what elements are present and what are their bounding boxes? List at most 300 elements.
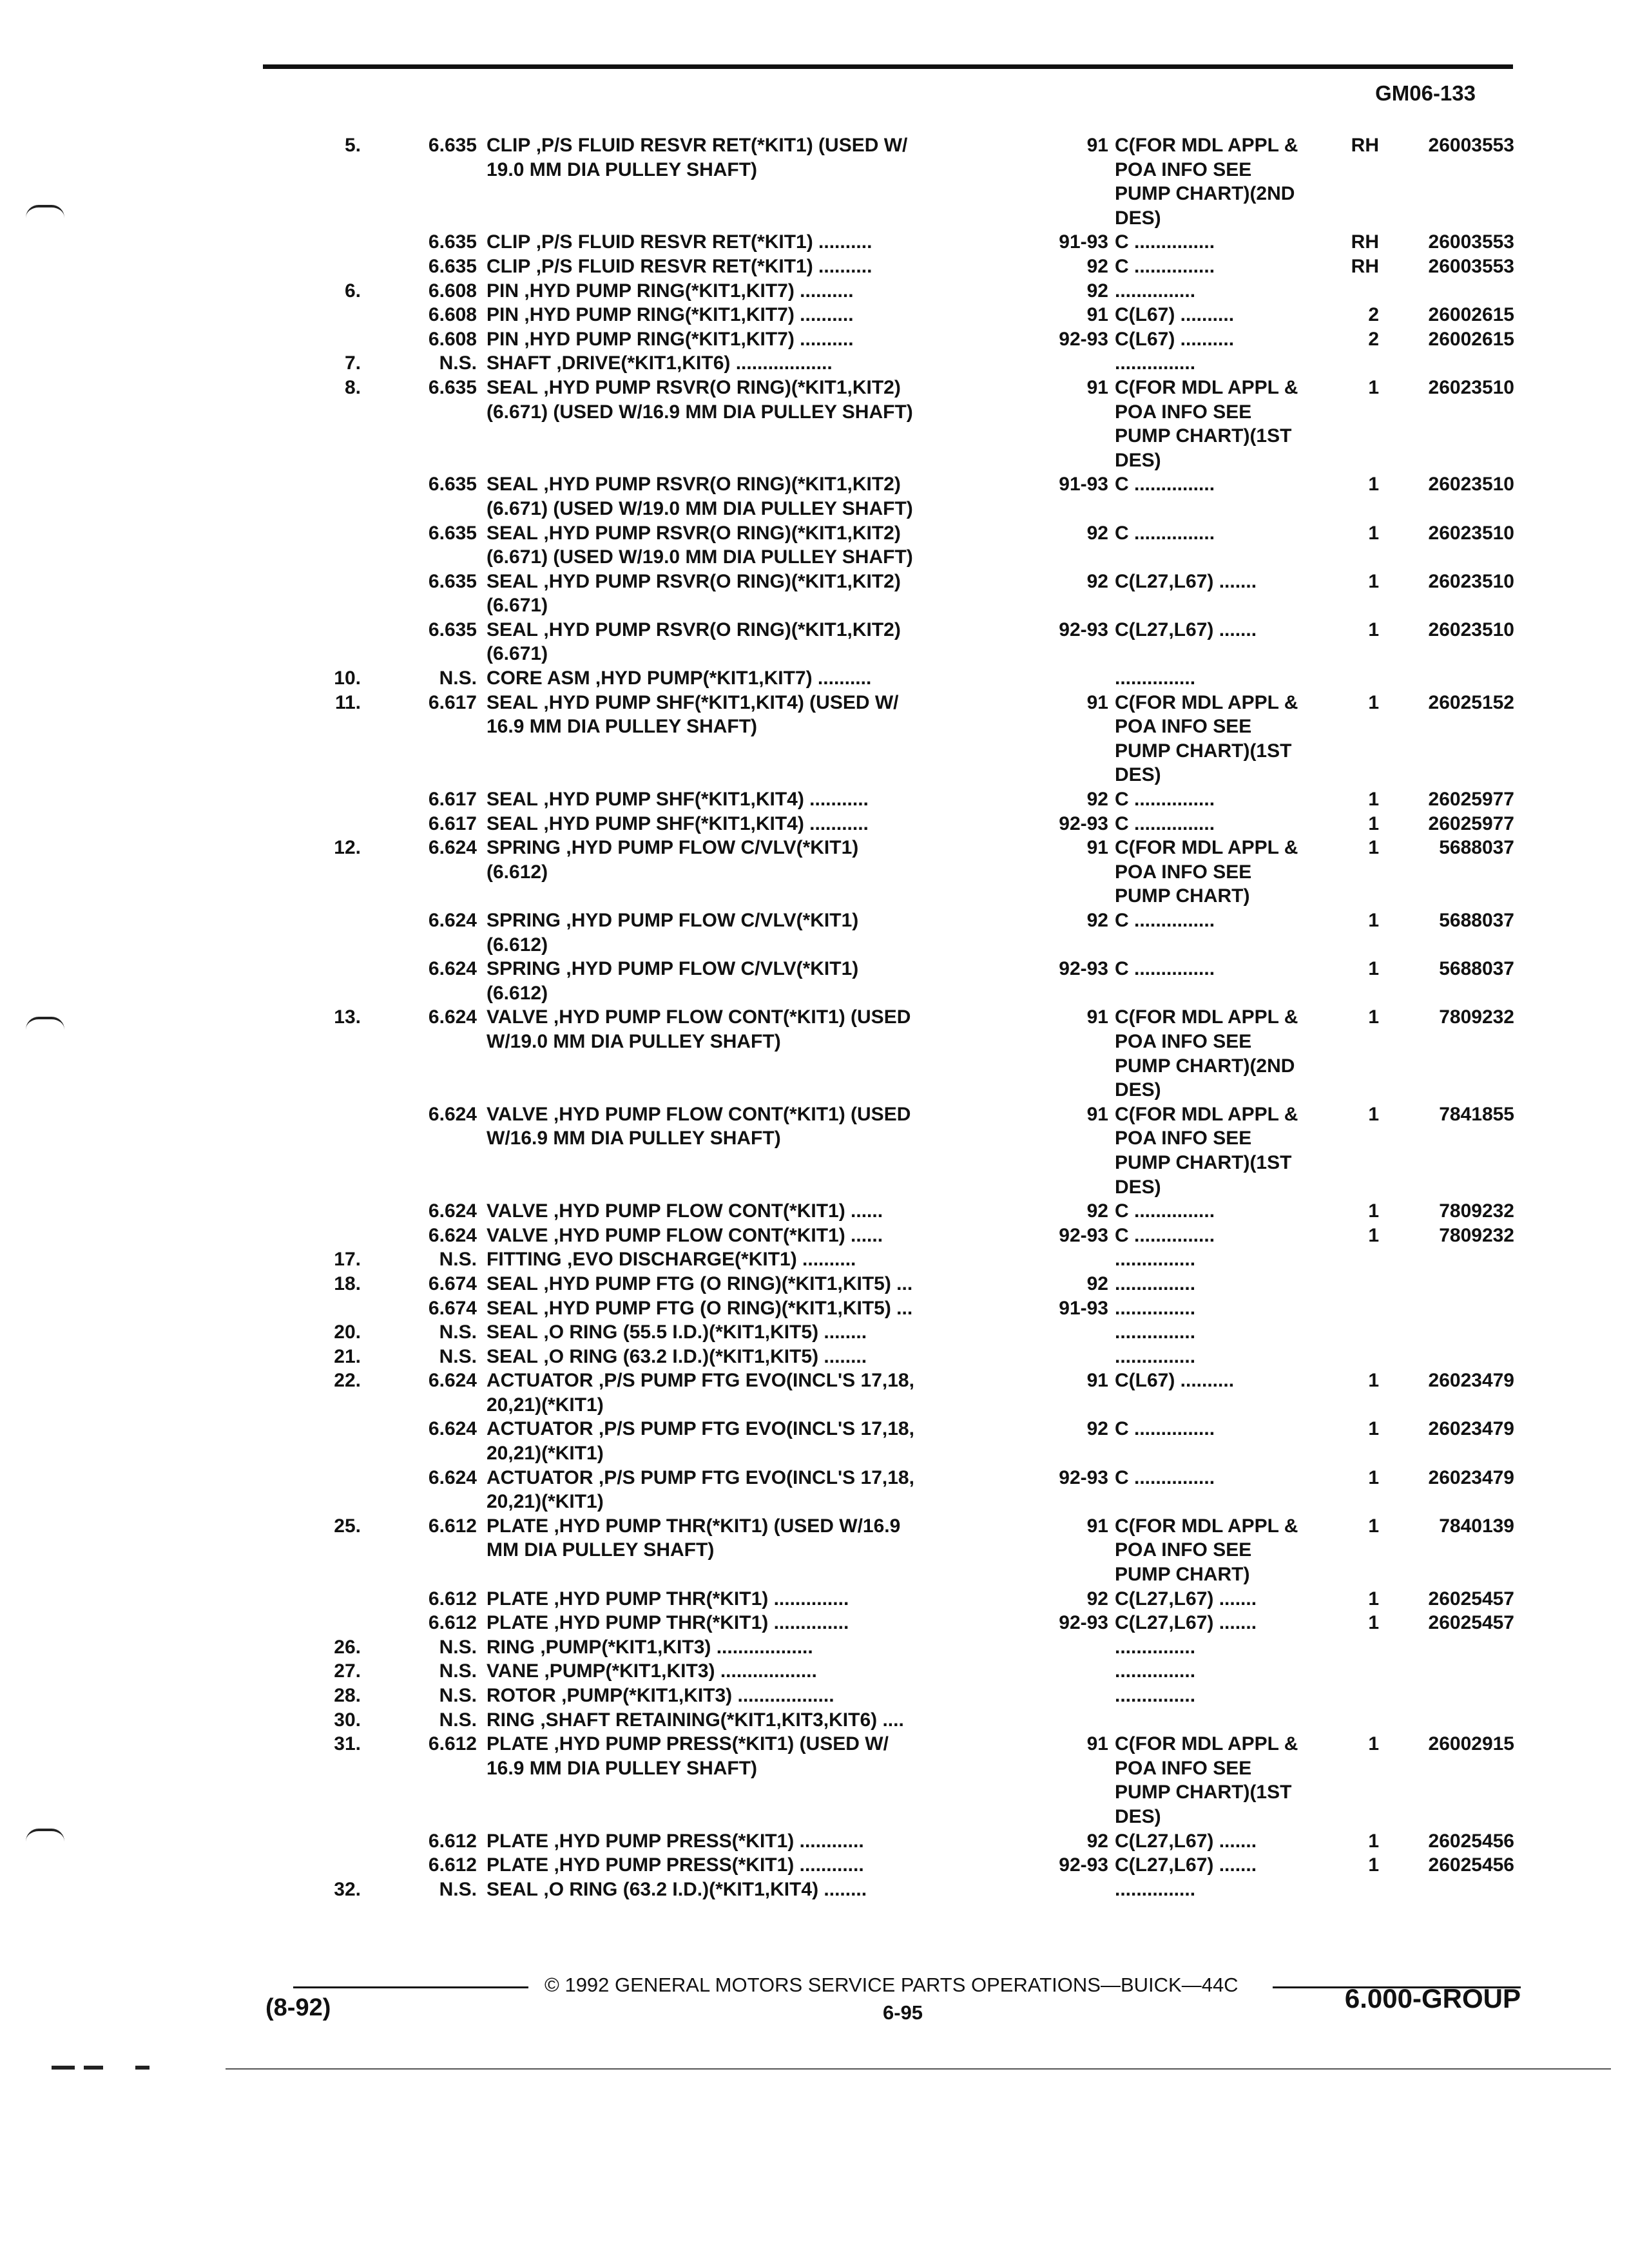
part-name: PIN: [487, 304, 519, 326]
group-number: N.S.: [439, 352, 477, 374]
group-number: N.S.: [439, 1878, 477, 1900]
item-number: 26.: [334, 1636, 361, 1658]
part-description: [487, 1296, 1021, 1321]
application: ...............: [1115, 1273, 1196, 1294]
part-description-text: ,HYD PUMP RING(*KIT1,KIT7) ..........: [524, 304, 854, 326]
part-description: [487, 1587, 1021, 1611]
application: C(FOR MDL APPL &: [1115, 1103, 1298, 1125]
part-description-text: ,SHAFT RETAINING(*KIT1,KIT3,KIT6) ....: [540, 1709, 904, 1731]
group-number: 6.635: [428, 231, 477, 253]
part-name: SEAL: [487, 1345, 539, 1367]
group-number: 6.612: [428, 1830, 477, 1852]
part-name: CLIP: [487, 255, 531, 277]
model-year: 92-93: [1059, 1224, 1108, 1246]
group-number: 6.635: [428, 570, 477, 592]
application: C(L67) ..........: [1115, 328, 1235, 350]
application: ...............: [1115, 1249, 1196, 1271]
quantity: RH: [1351, 255, 1379, 277]
margin-dash: [52, 2066, 75, 2070]
part-description-text: ,HYD PUMP RSVR(O RING)(*KIT1,KIT2): [543, 619, 901, 640]
parts-row: [0, 376, 1629, 400]
group-number: 6.624: [428, 1466, 477, 1488]
model-year: 92-93: [1059, 1612, 1108, 1634]
application: POA INFO SEE: [1115, 1030, 1252, 1052]
part-name: SEAL: [487, 812, 539, 834]
part-description-text: ,HYD PUMP FTG (O RING)(*KIT1,KIT5) ...: [543, 1297, 913, 1319]
application: ...............: [1115, 1345, 1196, 1367]
part-number: 26003553: [1428, 255, 1514, 277]
part-description: [487, 1490, 1021, 1514]
part-description: [487, 351, 1021, 376]
part-description: [487, 133, 1021, 158]
parts-row: [0, 1708, 1629, 1733]
part-description-text: ,HYD PUMP PRESS(*KIT1) (USED W/: [554, 1733, 889, 1755]
group-number: 6.617: [428, 691, 477, 713]
part-description: [487, 327, 1021, 352]
application: C ...............: [1115, 474, 1215, 495]
application: ...............: [1115, 1297, 1196, 1319]
part-description-text: (6.612): [487, 861, 548, 883]
part-description-text: ,HYD PUMP FLOW CONT(*KIT1) (USED: [553, 1006, 911, 1028]
part-name: RING: [487, 1636, 535, 1658]
quantity: 1: [1368, 1612, 1379, 1634]
parts-row: [0, 1247, 1629, 1272]
group-number: N.S.: [439, 1709, 477, 1731]
parts-row: [0, 1224, 1629, 1248]
application: PUMP CHART): [1115, 1564, 1250, 1586]
part-name: VANE: [487, 1660, 539, 1682]
part-number: 26025457: [1428, 1612, 1514, 1634]
group-number: 6.635: [428, 619, 477, 640]
part-description-text: ,HYD PUMP THR(*KIT1) (USED W/16.9: [554, 1515, 901, 1537]
part-description: [487, 593, 1021, 618]
part-description: [487, 666, 1021, 691]
application: ...............: [1115, 1321, 1196, 1343]
part-name: PLATE: [487, 1733, 549, 1755]
part-description: [487, 1102, 1021, 1127]
group-number: 6.617: [428, 812, 477, 834]
part-description-text: ,HYD PUMP RSVR(O RING)(*KIT1,KIT2): [543, 376, 901, 398]
part-description: [487, 497, 1021, 521]
parts-row: [0, 836, 1629, 860]
part-description-text: ,HYD PUMP FLOW C/VLV(*KIT1): [566, 837, 859, 859]
part-description-text: ,HYD PUMP FLOW CONT(*KIT1) (USED: [553, 1103, 911, 1125]
page-number: 6-95: [883, 2001, 923, 2024]
application: C ...............: [1115, 958, 1215, 980]
item-number: 28.: [334, 1685, 361, 1706]
application: C ...............: [1115, 1418, 1215, 1440]
part-description-text: MM DIA PULLEY SHAFT): [487, 1539, 715, 1561]
part-description-text: 20,21)(*KIT1): [487, 1394, 604, 1416]
parts-row: [0, 182, 1629, 206]
item-number: 22.: [334, 1370, 361, 1392]
part-description: [487, 303, 1021, 327]
part-description: [487, 787, 1021, 812]
part-name: PLATE: [487, 1830, 549, 1852]
part-description-text: ,HYD PUMP RING(*KIT1,KIT7) ..........: [524, 280, 854, 302]
application: POA INFO SEE: [1115, 1539, 1252, 1561]
part-description: [487, 1853, 1021, 1878]
application: PUMP CHART)(2ND: [1115, 183, 1295, 205]
part-description-text: ,HYD PUMP RSVR(O RING)(*KIT1,KIT2): [543, 474, 901, 495]
part-description-text: W/16.9 MM DIA PULLEY SHAFT): [487, 1128, 781, 1149]
group-number: 6.674: [428, 1273, 477, 1294]
part-description-text: ,HYD PUMP RING(*KIT1,KIT7) ..........: [524, 328, 854, 350]
part-name: SEAL: [487, 570, 539, 592]
application: C(FOR MDL APPL &: [1115, 1006, 1298, 1028]
revision-date: (8-92): [265, 1994, 331, 2021]
part-description: [487, 1199, 1021, 1224]
group-number: 6.624: [428, 958, 477, 980]
application: C ...............: [1115, 789, 1215, 811]
parts-row: [0, 884, 1629, 908]
quantity: 2: [1368, 328, 1379, 350]
parts-row: [0, 593, 1629, 618]
part-name: PLATE: [487, 1612, 549, 1634]
quantity: 1: [1368, 376, 1379, 398]
model-year: 92-93: [1059, 1466, 1108, 1488]
model-year: 92: [1086, 1200, 1108, 1222]
part-description: [487, 1417, 1021, 1441]
quantity: 1: [1368, 910, 1379, 931]
part-number: 7841855: [1439, 1103, 1514, 1125]
part-description-text: 19.0 MM DIA PULLEY SHAFT): [487, 159, 758, 180]
part-description: [487, 933, 1021, 957]
part-name: SEAL: [487, 376, 539, 398]
part-number: 26023479: [1428, 1418, 1514, 1440]
part-name: SEAL: [487, 1273, 539, 1294]
parts-row: [0, 1369, 1629, 1393]
parts-row: [0, 1030, 1629, 1054]
application: C ...............: [1115, 910, 1215, 931]
parts-row: [0, 497, 1629, 521]
part-name: PLATE: [487, 1854, 549, 1876]
part-number: 26003553: [1428, 135, 1514, 156]
application: C(FOR MDL APPL &: [1115, 1733, 1298, 1755]
part-description: [487, 812, 1021, 836]
parts-list: [0, 133, 1629, 1901]
part-description-text: W/19.0 MM DIA PULLEY SHAFT): [487, 1030, 781, 1052]
part-number: 26025977: [1428, 789, 1514, 811]
group-number: 6.635: [428, 255, 477, 277]
application: DES): [1115, 1176, 1161, 1198]
part-description-text: ,HYD PUMP SHF(*KIT1,KIT4) ...........: [543, 812, 869, 834]
footer-copyright: © 1992 GENERAL MOTORS SERVICE PARTS OPERATIONS—BUICK—44C: [545, 1974, 1239, 1996]
application: DES): [1115, 207, 1161, 229]
part-number: 26023510: [1428, 474, 1514, 495]
part-description: [487, 1126, 1021, 1151]
part-name: SEAL: [487, 522, 539, 544]
part-name: RING: [487, 1709, 535, 1731]
part-description-text: ,EVO DISCHARGE(*KIT1) ..........: [567, 1249, 856, 1271]
part-name: SEAL: [487, 789, 539, 811]
part-description: [487, 860, 1021, 885]
parts-row: [0, 1732, 1629, 1756]
application: POA INFO SEE: [1115, 1757, 1252, 1779]
part-name: FITTING: [487, 1249, 562, 1271]
application: C ...............: [1115, 812, 1215, 834]
application: ...............: [1115, 1878, 1196, 1900]
part-description-text: 16.9 MM DIA PULLEY SHAFT): [487, 1757, 758, 1779]
application: C ...............: [1115, 1200, 1215, 1222]
part-name: SHAFT: [487, 352, 551, 374]
part-description: [487, 981, 1021, 1006]
item-number: 11.: [334, 691, 361, 713]
part-description: [487, 1466, 1021, 1490]
model-year: 92: [1086, 1418, 1108, 1440]
document-code: GM06-133: [1375, 81, 1476, 105]
part-name: ACTUATOR: [487, 1466, 593, 1488]
parts-row: [0, 1393, 1629, 1418]
part-description-text: ,HYD PUMP(*KIT1,KIT7) ..........: [595, 668, 872, 689]
margin-dash: [84, 2066, 103, 2070]
parts-row: [0, 1151, 1629, 1175]
application: ...............: [1115, 1636, 1196, 1658]
part-description-text: ,HYD PUMP PRESS(*KIT1) ............: [554, 1830, 864, 1852]
application: C(L27,L67) .......: [1115, 619, 1257, 640]
application: C ...............: [1115, 1466, 1215, 1488]
part-description-text: ,HYD PUMP FLOW CONT(*KIT1) ......: [553, 1200, 883, 1222]
part-description: [487, 521, 1021, 546]
parts-row: [0, 206, 1629, 231]
quantity: 1: [1368, 1224, 1379, 1246]
part-description-text: ,PUMP(*KIT1,KIT3) ..................: [561, 1685, 834, 1706]
quantity: 1: [1368, 619, 1379, 640]
application: POA INFO SEE: [1115, 401, 1252, 423]
part-description-text: 20,21)(*KIT1): [487, 1443, 604, 1465]
parts-row: [0, 1102, 1629, 1127]
parts-row: [0, 1175, 1629, 1200]
part-description: [487, 1635, 1021, 1660]
part-description-text: ,P/S PUMP FTG EVO(INCL'S 17,18,: [598, 1370, 914, 1392]
quantity: 1: [1368, 1854, 1379, 1876]
parts-row: [0, 158, 1629, 182]
application: PUMP CHART)(1ST: [1115, 425, 1292, 447]
group-number: 6.612: [428, 1854, 477, 1876]
part-name: PLATE: [487, 1588, 549, 1610]
parts-row: [0, 933, 1629, 957]
part-name: VALVE: [487, 1006, 548, 1028]
part-description-text: ,HYD PUMP FTG (O RING)(*KIT1,KIT5) ...: [543, 1273, 913, 1294]
part-description: [487, 1369, 1021, 1393]
part-description: [487, 618, 1021, 642]
item-number: 8.: [344, 376, 361, 398]
parts-row: [0, 642, 1629, 666]
parts-row: [0, 1441, 1629, 1466]
application: C(L27,L67) .......: [1115, 570, 1257, 592]
part-name: SEAL: [487, 1878, 539, 1900]
parts-row: [0, 1296, 1629, 1321]
part-name: VALVE: [487, 1224, 548, 1246]
group-number: 6.608: [428, 280, 477, 302]
parts-row: [0, 739, 1629, 764]
parts-row: [0, 763, 1629, 787]
model-year: 92-93: [1059, 812, 1108, 834]
application: ...............: [1115, 352, 1196, 374]
model-year: 91: [1086, 1103, 1108, 1125]
application: DES): [1115, 1079, 1161, 1101]
part-name: SPRING: [487, 837, 561, 859]
parts-row: [0, 1562, 1629, 1587]
part-description: [487, 1514, 1021, 1539]
parts-row: [0, 1320, 1629, 1345]
parts-row: [0, 1611, 1629, 1635]
part-description: [487, 908, 1021, 933]
application: C(FOR MDL APPL &: [1115, 1515, 1298, 1537]
item-number: 12.: [334, 837, 361, 859]
model-year: 92-93: [1059, 328, 1108, 350]
application: PUMP CHART)(1ST: [1115, 1782, 1292, 1803]
quantity: 1: [1368, 1830, 1379, 1852]
part-description: [487, 570, 1021, 594]
part-number: 7809232: [1439, 1224, 1514, 1246]
model-year: 92: [1086, 910, 1108, 931]
group-number: 6.608: [428, 304, 477, 326]
part-description-text: (6.612): [487, 934, 548, 956]
application: C ...............: [1115, 255, 1215, 277]
part-number: 5688037: [1439, 837, 1514, 859]
part-description: [487, 400, 1021, 425]
quantity: 1: [1368, 1103, 1379, 1125]
part-description-text: (6.612): [487, 982, 548, 1004]
part-name: PIN: [487, 328, 519, 350]
group-number: N.S.: [439, 1321, 477, 1343]
part-name: SPRING: [487, 910, 561, 931]
parts-row: [0, 1272, 1629, 1296]
group-number: 6.624: [428, 1418, 477, 1440]
item-number: 7.: [344, 352, 361, 374]
part-description: [487, 1224, 1021, 1248]
part-description-text: ,HYD PUMP THR(*KIT1) ..............: [554, 1612, 849, 1634]
model-year: 91: [1086, 1370, 1108, 1392]
group-number: 6.624: [428, 1200, 477, 1222]
part-description-text: ,HYD PUMP SHF(*KIT1,KIT4) (USED W/: [543, 691, 899, 713]
group-number: 6.612: [428, 1515, 477, 1537]
group-number: N.S.: [439, 1249, 477, 1271]
part-name: SEAL: [487, 691, 539, 713]
group-number: 6.612: [428, 1588, 477, 1610]
part-description: [487, 836, 1021, 860]
quantity: 1: [1368, 1006, 1379, 1028]
part-number: 26025457: [1428, 1588, 1514, 1610]
part-description: [487, 472, 1021, 497]
part-description: [487, 255, 1021, 279]
part-description-text: ,O RING (63.2 I.D.)(*KIT1,KIT4) ........: [543, 1878, 867, 1900]
part-description: [487, 1320, 1021, 1345]
quantity: 1: [1368, 474, 1379, 495]
parts-row: [0, 279, 1629, 303]
model-year: 91: [1086, 1733, 1108, 1755]
group-number: N.S.: [439, 1685, 477, 1706]
quantity: 1: [1368, 1370, 1379, 1392]
model-year: 92: [1086, 789, 1108, 811]
group-number: 6.612: [428, 1612, 477, 1634]
part-description: [487, 1345, 1021, 1369]
group-number: N.S.: [439, 668, 477, 689]
parts-row: [0, 570, 1629, 594]
parts-row: [0, 521, 1629, 546]
application: C(L27,L67) .......: [1115, 1612, 1257, 1634]
application: C(L67) ..........: [1115, 304, 1235, 326]
item-number: 10.: [334, 668, 361, 689]
part-number: 7809232: [1439, 1006, 1514, 1028]
model-year: 92: [1086, 1273, 1108, 1294]
part-number: 5688037: [1439, 958, 1514, 980]
parts-row: [0, 327, 1629, 352]
quantity: 1: [1368, 691, 1379, 713]
footer-rule-left: [293, 1986, 528, 1988]
item-number: 31.: [334, 1733, 361, 1755]
group-number: 6.635: [428, 474, 477, 495]
item-number: 27.: [334, 1660, 361, 1682]
parts-row: [0, 400, 1629, 425]
application: ...............: [1115, 280, 1196, 302]
part-description: [487, 642, 1021, 666]
parts-row: [0, 787, 1629, 812]
part-number: 7840139: [1439, 1515, 1514, 1537]
group-number: 6.617: [428, 789, 477, 811]
part-description-text: ,HYD PUMP FLOW C/VLV(*KIT1): [566, 958, 859, 980]
parts-row: [0, 1199, 1629, 1224]
part-description-text: ,P/S FLUID RESVR RET(*KIT1) (USED W/: [535, 135, 908, 156]
item-number: 6.: [344, 280, 361, 302]
part-description: [487, 1005, 1021, 1030]
part-description: [487, 1732, 1021, 1756]
part-name: SEAL: [487, 1321, 539, 1343]
quantity: RH: [1351, 135, 1379, 156]
part-number: 26002915: [1428, 1733, 1514, 1755]
part-number: 26023510: [1428, 376, 1514, 398]
bottom-rule: [226, 2068, 1611, 2070]
part-description: [487, 1708, 1021, 1733]
group-label: 6.000-GROUP: [1344, 1983, 1521, 2013]
parts-row: [0, 230, 1629, 255]
part-name: ROTOR: [487, 1685, 556, 1706]
parts-row: [0, 1538, 1629, 1562]
parts-row: [0, 957, 1629, 981]
model-year: 91-93: [1059, 474, 1108, 495]
application: C ...............: [1115, 1224, 1215, 1246]
part-number: 26002615: [1428, 328, 1514, 350]
part-description-text: 16.9 MM DIA PULLEY SHAFT): [487, 716, 758, 738]
part-description: [487, 1878, 1021, 1902]
part-number: 26003553: [1428, 231, 1514, 253]
model-year: 91: [1086, 837, 1108, 859]
top-rule: [263, 64, 1513, 69]
parts-row: [0, 691, 1629, 715]
part-name: PIN: [487, 280, 519, 302]
model-year: 91: [1086, 135, 1108, 156]
part-description-text: ,HYD PUMP RSVR(O RING)(*KIT1,KIT2): [543, 522, 901, 544]
quantity: 1: [1368, 1588, 1379, 1610]
part-name: SEAL: [487, 1297, 539, 1319]
quantity: RH: [1351, 231, 1379, 253]
parts-row: [0, 1780, 1629, 1805]
part-name: ACTUATOR: [487, 1370, 593, 1392]
part-description: [487, 1441, 1021, 1466]
application: C(FOR MDL APPL &: [1115, 691, 1298, 713]
application: POA INFO SEE: [1115, 861, 1252, 883]
part-description: [487, 545, 1021, 570]
part-description-text: ,HYD PUMP PRESS(*KIT1) ............: [554, 1854, 864, 1876]
part-description-text: ,HYD PUMP FLOW C/VLV(*KIT1): [566, 910, 859, 931]
part-number: 26023510: [1428, 522, 1514, 544]
part-description-text: (6.671) (USED W/16.9 MM DIA PULLEY SHAFT): [487, 401, 913, 423]
part-description: [487, 715, 1021, 739]
part-number: 5688037: [1439, 910, 1514, 931]
parts-row: [0, 1853, 1629, 1878]
application: POA INFO SEE: [1115, 159, 1252, 180]
